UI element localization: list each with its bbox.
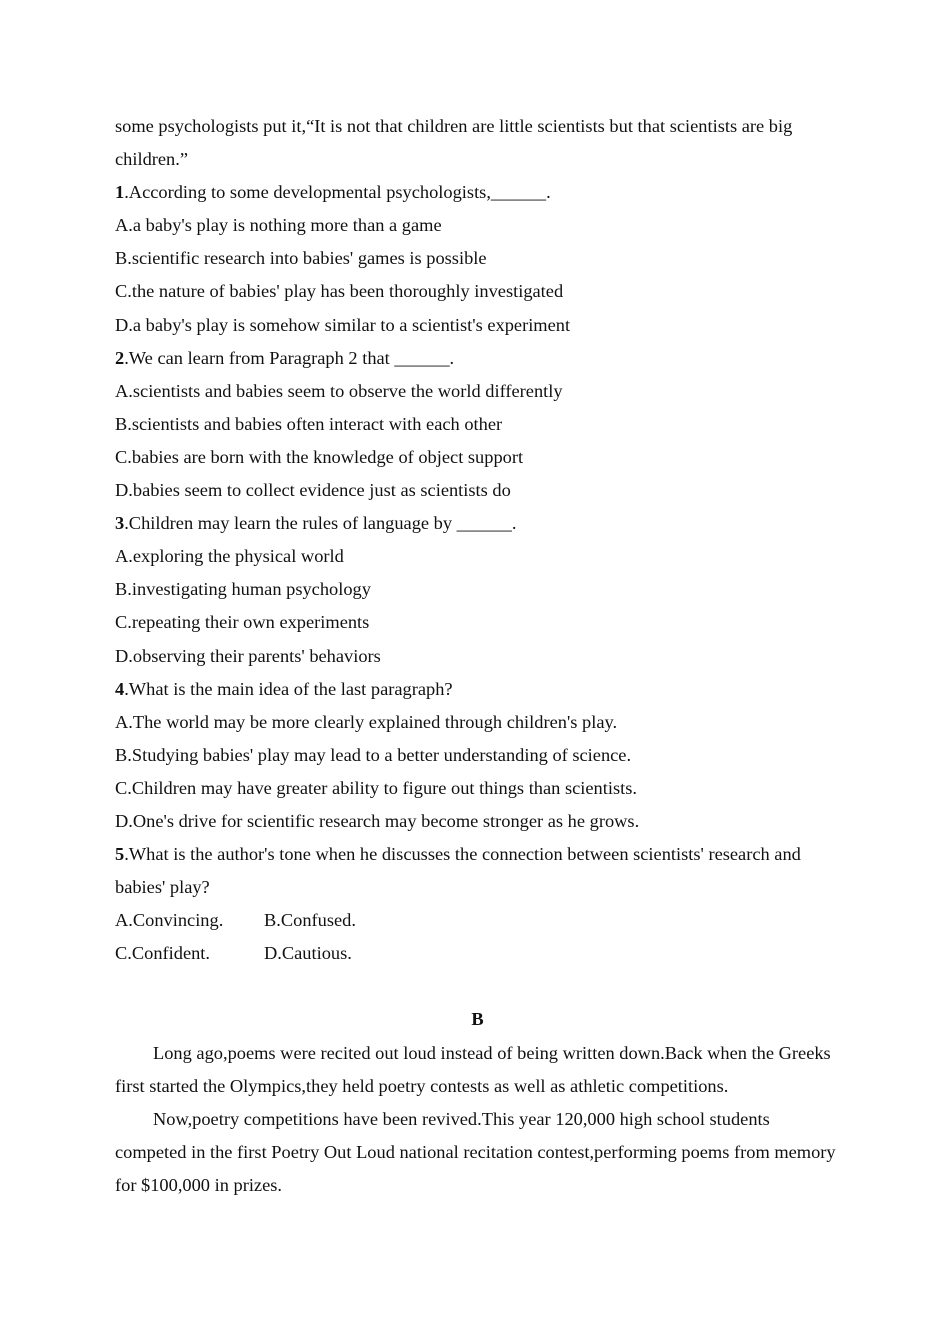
question-4-stem (115, 673, 840, 706)
question-5-option-c: C.Confident. (115, 943, 211, 964)
section-b-title: B (471, 1009, 484, 1030)
section-b-paragraph-1: Long ago,poems were recited out loud instead of being written down.Back when the Greeks first started the Olympics,they held poetry contests as well as athletic competitions. (115, 1042, 831, 1096)
question-3-option-d: D.observing their parents' behaviors (115, 645, 381, 666)
question-5-stem (115, 838, 840, 871)
question-3-option-b: B.investigating human psychology (115, 579, 371, 600)
question-3-option-a: A.exploring the physical world (115, 546, 344, 567)
question-5-stem-continued: babies' play? (115, 877, 210, 898)
intro-line: children.” (115, 149, 189, 170)
question-number: 5 (115, 844, 125, 865)
question-4-option-b: B.Studying babies' play may lead to a better understanding of science. (115, 744, 632, 765)
question-1-option-d: D.a baby's play is somehow similar to a scientist's experiment (115, 314, 571, 335)
question-4-option-a: A.The world may be more clearly explained through children's play. (115, 711, 618, 732)
question-3-option-c: C.repeating their own experiments (115, 612, 370, 633)
question-2-stem (115, 342, 840, 375)
question-number: 4 (115, 678, 125, 699)
question-number: 3 (115, 513, 125, 534)
question-4-option-c: C.Children may have greater ability to figure out things than scientists. (115, 777, 637, 798)
question-5-options-row-2 (115, 937, 840, 970)
question-5-options-row-1 (115, 904, 840, 937)
question-number: 1 (115, 182, 125, 203)
question-text: .We can learn from Paragraph 2 that ______. (124, 347, 455, 368)
question-1-stem (115, 176, 840, 209)
question-text: .Children may learn the rules of language by ______. (124, 513, 517, 534)
section-b-paragraph-2: Now,poetry competitions have been revived.This year 120,000 high school students competed in the first Poetry Out Loud national recitation contest,performing poems from memory for $100,000 in prizes. (115, 1108, 836, 1195)
question-1-option-c: C.the nature of babies' play has been thoroughly investigated (115, 281, 564, 302)
question-2-option-c: C.babies are born with the knowledge of object support (115, 446, 524, 467)
question-5-option-d: D.Cautious. (264, 943, 352, 964)
question-5-option-a: A.Convincing. (115, 910, 224, 931)
question-1-option-b: B.scientific research into babies' games is possible (115, 248, 487, 269)
intro-line: some psychologists put it,“It is not that children are little scientists but that scientists are big (115, 116, 793, 136)
question-5-option-b: B.Confused. (264, 910, 356, 931)
question-2-option-a: A.scientists and babies seem to observe the world differently (115, 380, 563, 401)
question-2-option-b: B.scientists and babies often interact with each other (115, 413, 503, 434)
question-number: 2 (115, 347, 125, 368)
question-2-option-d: D.babies seem to collect evidence just as scientists do (115, 480, 511, 501)
question-1-option-a: A.a baby's play is nothing more than a game (115, 215, 442, 236)
question-text: .According to some developmental psychologists,______. (124, 182, 551, 203)
question-text: .What is the author's tone when he discusses the connection between scientists' research and (124, 844, 801, 865)
question-4-option-d: D.One's drive for scientific research may become stronger as he grows. (115, 810, 640, 831)
question-text: .What is the main idea of the last paragraph? (124, 678, 453, 699)
document-page (115, 110, 840, 1202)
question-3-stem (115, 507, 840, 540)
